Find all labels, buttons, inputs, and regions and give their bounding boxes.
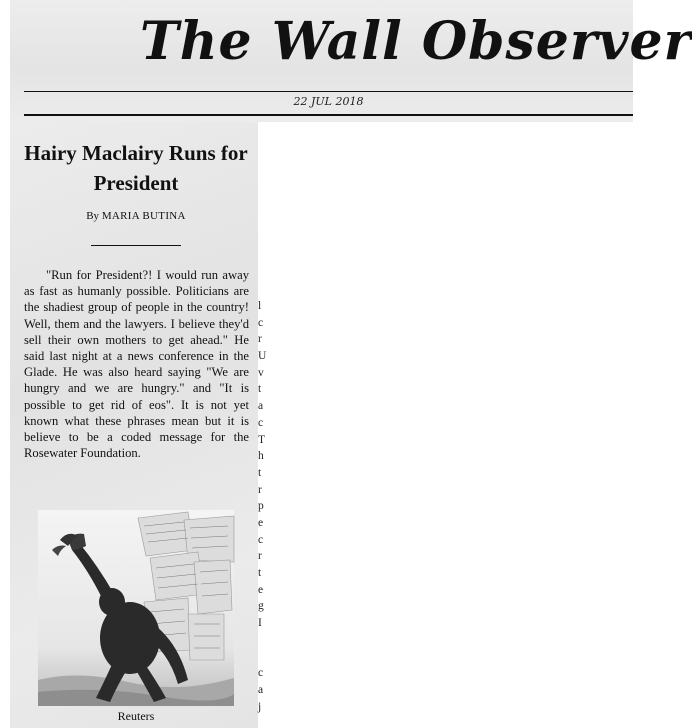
- article-body: "Run for President?! I would run away as fast as humanly possible. Politicians are the shadiest group of people in the country! Well, them and the lawyers. I believe they'd sell their own mothers to get ahead." He said last night at a news conference in the Glade. He was also heard saying "We are hungry and we are hungry." and "It is possible to get rid of eos". It is not yet known what these phrases mean but it is believe to be a coded message for the Rosewater Foundation.: [24, 268, 249, 461]
- masthead-rule-top: [24, 91, 633, 92]
- next-column-fragment: c: [258, 416, 264, 429]
- next-column-fragment: p: [258, 500, 264, 513]
- next-column-fragment: e: [258, 583, 264, 596]
- next-column-fragment: t: [258, 383, 262, 396]
- next-column-fragment: a: [258, 400, 264, 413]
- byline-prefix: By: [86, 210, 100, 222]
- article-byline: [14, 210, 258, 222]
- next-column-fragment: c: [258, 533, 264, 546]
- next-column-fragment: v: [258, 366, 264, 379]
- next-column-fragment: r: [258, 550, 262, 563]
- next-column-fragment: a: [258, 683, 264, 696]
- next-column-cut-edge: [258, 298, 268, 728]
- dateline: 22 JUL 2018: [293, 95, 364, 108]
- next-column-fragment: [258, 632, 268, 649]
- photo-caption: Reuters: [117, 709, 155, 723]
- article-headline: Hairy Maclairy Runs for President: [24, 141, 248, 195]
- next-column-fragment: [258, 648, 268, 665]
- next-column-fragment: U: [258, 350, 267, 363]
- masthead-title: The Wall Observer: [140, 11, 692, 72]
- next-column-fragment: g: [258, 600, 264, 613]
- masthead-rule-bottom: [24, 114, 633, 116]
- next-column-fragment: c: [258, 667, 264, 680]
- next-column-fragment: r: [258, 483, 262, 496]
- next-column-fragment: l: [258, 300, 262, 312]
- article-photo-gorilla: [38, 510, 234, 706]
- next-column-fragment: T: [258, 433, 266, 446]
- byline-author: MARIA BUTINA: [101, 210, 186, 222]
- byline-divider: [91, 245, 181, 246]
- next-column-fragment: t: [258, 567, 262, 579]
- next-column-fragment: e: [258, 516, 264, 529]
- next-column-fragment: t: [258, 466, 262, 479]
- next-column-fragment: c: [258, 316, 264, 329]
- next-column-fragment: r: [258, 333, 262, 346]
- next-column-fragment: j: [258, 700, 262, 713]
- next-column-fragment: h: [258, 450, 264, 463]
- next-column-fragment: I: [258, 617, 262, 630]
